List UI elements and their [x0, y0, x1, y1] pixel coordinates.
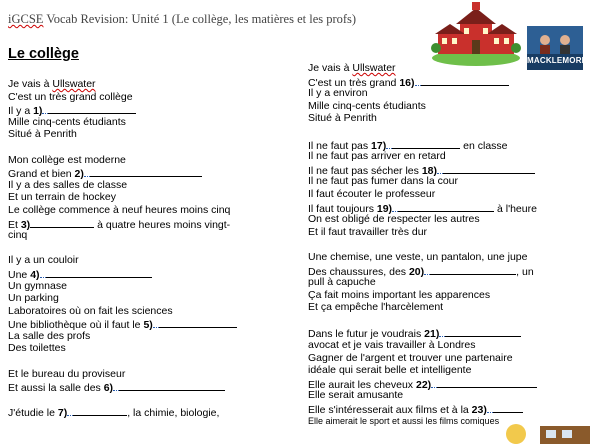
list-item: Une 4) — [8, 267, 237, 280]
list-item: Et le bureau du proviseur — [8, 367, 126, 380]
document-header — [8, 12, 356, 27]
list-item: C'est un très grand collège — [8, 90, 133, 103]
list-item: Situé à Penrith — [308, 112, 377, 125]
list-item: Elle s'intéresserait aux films et à la 23) — [308, 402, 537, 415]
list-item: Elle serait amusante — [308, 389, 404, 402]
list-item: Une chemise, une veste, un pantalon, une jupe — [308, 250, 528, 263]
list-item: Mon collège est moderne — [8, 153, 126, 166]
list-item: Situé à Penrith — [8, 128, 77, 141]
list-item: Mille cinq-cents étudiants — [308, 99, 426, 112]
list-item: Il ne faut pas fumer dans la cour — [308, 175, 458, 188]
list-item: Il ne faut pas 17) en classe — [308, 139, 508, 152]
list-item: Des toilettes — [8, 342, 66, 355]
list-item: Il y a des salles de classe — [8, 178, 128, 191]
list-item: Des chaussures, des 20) , un — [308, 265, 534, 278]
corner-picture-image — [500, 420, 591, 444]
list-item: Le collège commence à neuf heures moins cinq — [8, 203, 231, 216]
list-item: Il y a un couloir — [8, 254, 79, 267]
list-item: Gagner de l'argent et trouver une partenaire — [308, 351, 513, 364]
list-item: Mille cinq-cents étudiants — [8, 115, 126, 128]
list-item: Une bibliothèque où il faut le 5) — [8, 317, 237, 330]
list-item: Elle aimerait le sport et aussi les films comiques — [308, 415, 500, 426]
list-item: Et il faut travailler très dur — [308, 225, 428, 238]
list-item: Il faut écouter le professeur — [308, 187, 436, 200]
school-building-image — [430, 0, 522, 66]
list-item: J'étudie le 7) , la chimie, biologie, — [8, 407, 220, 420]
header-brand: iGCSE — [8, 12, 44, 26]
list-item: Ça fait moins important les apparences — [308, 288, 491, 301]
list-item: Laboratoires où on fait les sciences — [8, 304, 173, 317]
list-item: La salle des profs — [8, 329, 91, 342]
list-item: Je vais à Ullswater — [308, 62, 396, 74]
list-item: Et 3) à quatre heures moins vingt- — [8, 218, 231, 231]
logo-text: MACKLEMORE — [527, 56, 588, 65]
list-item: Un parking — [8, 292, 59, 305]
list-item: Et ça empêche l'harcèlement — [308, 301, 444, 314]
list-item: Il ne faut pas arriver en retard — [308, 150, 446, 163]
list-item: Un gymnase — [8, 279, 67, 292]
left-column — [8, 78, 237, 418]
right-column — [308, 62, 537, 427]
page-title: Le collège — [8, 46, 79, 62]
list-item: avocat et je vais travailler à Londres — [308, 339, 476, 352]
list-item: Grand et bien 2) — [8, 166, 237, 179]
list-item: Je vais à Ullswater — [8, 78, 96, 90]
list-item: Et aussi la salle des 6) — [8, 380, 237, 393]
list-item: Il y a 1) — [8, 103, 237, 116]
list-item: Il ne faut pas sécher les 18) — [308, 163, 537, 176]
list-item: C'est un très grand 16) — [308, 75, 537, 88]
list-item: Il y a environ — [308, 87, 368, 100]
list-item: On est obligé de respecter les autres — [308, 213, 480, 226]
list-item: idéale qui serait belle et intelligente — [308, 364, 472, 377]
list-item: Dans le futur je voudrais 21) — [308, 326, 537, 339]
list-item: Et un terrain de hockey — [8, 191, 116, 204]
header-title: Vocab Revision: Unité 1 (Le collège, les matières et les profs) — [43, 12, 357, 26]
list-item: Elle aurait les cheveux 22) — [308, 377, 537, 390]
list-item: cinq — [8, 229, 28, 242]
list-item: pull à capuche — [308, 276, 376, 289]
list-item: Il faut toujours 19) à l'heure — [308, 202, 537, 215]
